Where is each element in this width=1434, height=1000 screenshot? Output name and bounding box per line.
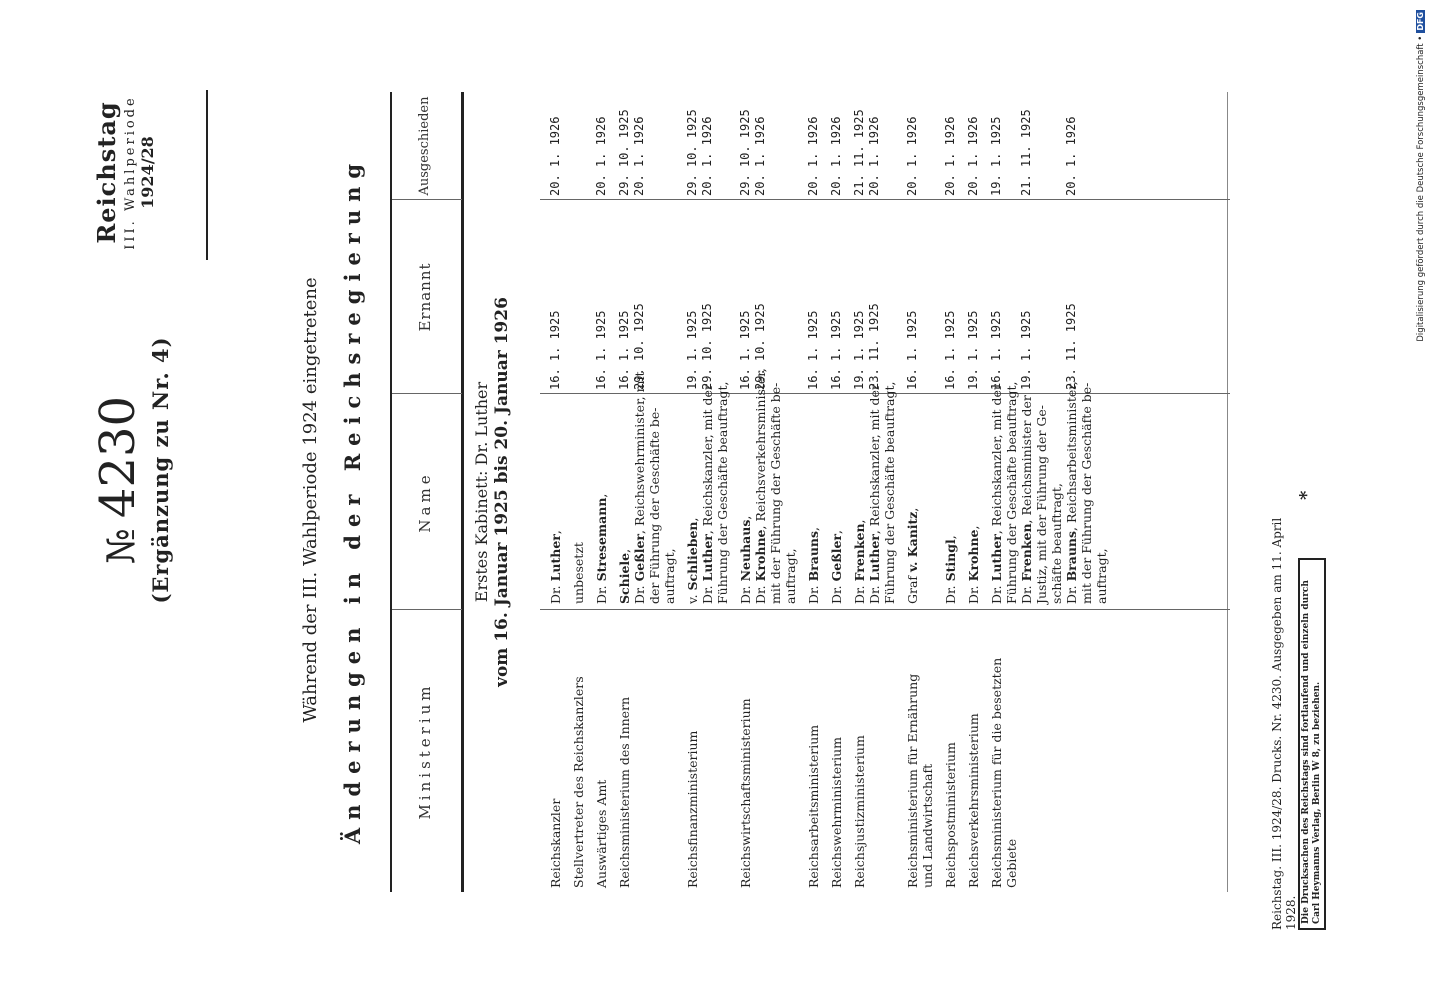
ausgeschieden-cell — [594, 92, 609, 196]
ausgeschieden-cell — [806, 92, 821, 196]
table-rule-header — [461, 92, 464, 892]
ausgeschieden-date — [1034, 92, 1049, 196]
ministerium-cell — [806, 618, 821, 888]
name-cell — [548, 394, 563, 604]
ausgeschieden-date — [1004, 92, 1019, 196]
ernannt-date: 23. 11. 1925 — [1064, 303, 1078, 390]
footer-note: Reichstag. III. 1924/28. Drucks. Nr. 4230. Ausgegeben am 11. April 1928. — [1270, 517, 1298, 930]
ministerium-cell — [685, 618, 700, 888]
name-line: Schiele, — [617, 548, 632, 604]
ausgeschieden-cell — [852, 92, 882, 196]
page-heading: Änderungen in der Reichsregierung — [340, 155, 365, 845]
name-cell — [685, 381, 730, 604]
ernannt-date: 16. 1. 1925 — [806, 310, 820, 390]
ministerium-line: Gebiete — [1004, 838, 1019, 888]
ausgeschieden-cell — [905, 92, 920, 196]
table-rule-top — [390, 92, 392, 892]
ausgeschieden-date: 20. 1. 1926 — [1064, 116, 1078, 196]
intro-text: Während der III. Wahlperiode 1924 eingetretene — [300, 277, 321, 723]
ministerium-cell — [617, 618, 632, 888]
name-line: v. Schlieben, — [685, 517, 700, 604]
ernannt-cell — [966, 200, 981, 390]
person-name: Geßler — [829, 534, 844, 582]
ausgeschieden-date: 20. 1. 1926 — [700, 116, 714, 196]
person-name: v. Kanitz — [905, 511, 920, 572]
ausgeschieden-date: 20. 1. 1926 — [867, 116, 881, 196]
name-line: Dr. Luther, Reichskanzler, mit der — [700, 384, 715, 604]
document-number — [88, 390, 148, 570]
name-cell — [852, 381, 897, 604]
publisher-note: Die Drucksachen des Reichstags sind fortlaufend und einzeln durch Carl Heymanns Verlag, Berlin W 8, zu beziehen. — [1298, 558, 1326, 930]
name-line: Führung der Geschäfte beauftragt, — [1004, 381, 1019, 604]
name-line: Führung der Geschäfte beauftragt, — [715, 381, 730, 604]
name-cell — [738, 368, 798, 604]
ernannt-cell — [905, 200, 920, 390]
ausgeschieden-date: 20. 1. 1926 — [829, 116, 843, 196]
number-symbol: № — [99, 528, 143, 565]
name-line: Dr. Frenken, Reichsminister der — [1019, 395, 1034, 604]
name-cell — [571, 394, 586, 604]
ernannt-date: 19. 1. 1925 — [852, 310, 866, 390]
ausgeschieden-date: 19. 1. 1925 — [989, 116, 1003, 196]
ministerium-cell — [943, 618, 958, 888]
ausgeschieden-date — [1049, 92, 1064, 196]
ernannt-date: 16. 1. 1925 — [943, 310, 957, 390]
ernannt-cell — [943, 200, 958, 390]
ausgeschieden-date: 20. 1. 1926 — [905, 116, 919, 196]
ausgeschieden-date: 20. 1. 1926 — [753, 116, 767, 196]
wahlperiode: III. Wahlperiode — [123, 95, 138, 250]
ernannt-cell — [989, 200, 1079, 390]
ministerium-line: Reichsfinanzministerium — [685, 730, 700, 888]
ministerium-line: Reichswirtschaftsministerium — [738, 698, 753, 888]
ausgeschieden-date: 20. 1. 1926 — [966, 116, 980, 196]
ernannt-date — [1049, 200, 1064, 390]
person-name: Brauns — [806, 530, 821, 582]
dfg-credit-text: Digitalisierung gefördert durch die Deutsche Forschungsgemeinschaft • — [1416, 35, 1426, 342]
person-name: Luther — [989, 534, 1004, 582]
person-name: Frenken — [1019, 523, 1034, 582]
ernannt-date: 19. 1. 1925 — [1019, 310, 1033, 390]
ernannt-cell — [685, 200, 715, 390]
column-header-name: Name — [416, 471, 434, 533]
ministerium-line: Auswärtiges Amt — [594, 779, 609, 888]
ministerium-cell — [548, 618, 563, 888]
name-line: Dr. Krohne, — [966, 525, 981, 604]
name-line: Graf v. Kanitz, — [905, 507, 920, 604]
dfg-logo: DFG — [1416, 12, 1425, 31]
ministerium-line: Reichskanzler — [548, 798, 563, 888]
name-cell — [943, 394, 958, 604]
name-line: auftragt, — [662, 548, 677, 604]
column-header-ernannt: Ernannt — [416, 262, 434, 332]
person-name: Brauns — [1064, 530, 1079, 582]
ministerium-cell — [571, 618, 586, 888]
number-value: 4230 — [90, 395, 146, 519]
name-line: Dr. Stresemann, — [594, 493, 609, 604]
name-line: Dr. Krohne, Reichsverkehrsminister, — [753, 368, 768, 604]
name-line: auftragt, — [783, 548, 798, 604]
name-line: Dr. Luther, Reichskanzler, mit der — [867, 384, 882, 604]
name-cell — [829, 394, 844, 604]
ernannt-date: 16. 1. 1925 — [905, 310, 919, 390]
ministerium-line: Reichsjustizministerium — [852, 735, 867, 888]
name-line: schäfte beauftragt, — [1049, 483, 1064, 604]
name-cell — [617, 371, 677, 604]
ernannt-date: 16. 1. 1925 — [989, 310, 1003, 390]
person-name: Luther — [548, 534, 563, 582]
ernannt-cell — [852, 200, 882, 390]
ausgeschieden-cell — [943, 92, 958, 196]
ministerium-line: Stellvertreter des Reichskanzlers — [571, 676, 586, 888]
name-cell — [594, 394, 609, 604]
ministerium-line: Reichswehrministerium — [829, 736, 844, 888]
column-divider — [540, 609, 1230, 610]
ausgeschieden-date: 20. 1. 1926 — [806, 116, 820, 196]
name-line: unbesetzt — [571, 542, 586, 604]
ausgeschieden-cell — [829, 92, 844, 196]
person-name: Schlieben — [685, 521, 700, 591]
reichstag-underline — [206, 90, 208, 260]
name-line: mit der Führung der Geschäfte be- — [768, 382, 783, 604]
name-cell — [989, 381, 1109, 604]
ministerium-cell — [989, 618, 1019, 888]
ausgeschieden-date: 21. 11. 1925 — [852, 109, 866, 196]
supplement-note: (Ergänzung zu Nr. 4) — [148, 336, 173, 604]
name-line: auftragt, — [1094, 548, 1109, 604]
reichstag-title: Reichstag — [92, 101, 121, 244]
ausgeschieden-date: 29. 10. 1925 — [738, 109, 752, 196]
period-years: 1924/28 — [138, 136, 157, 209]
ernannt-date: 16. 1. 1925 — [594, 310, 608, 390]
name-line: Dr. Brauns, — [806, 526, 821, 604]
ernannt-cell — [806, 200, 821, 390]
person-name: Stresemann — [594, 497, 609, 582]
ernannt-date — [1004, 200, 1019, 390]
ernannt-date: 16. 1. 1925 — [738, 310, 752, 390]
ernannt-cell — [594, 200, 609, 390]
person-name: Krohne — [753, 529, 768, 582]
ministerium-line: Reichspostministerium — [943, 742, 958, 888]
name-line: Dr. Frenken, — [852, 519, 867, 604]
ernannt-date: 16. 1. 1925 — [829, 310, 843, 390]
ernannt-cell — [738, 200, 768, 390]
name-line: der Führung der Geschäfte be- — [647, 407, 662, 604]
ausgeschieden-date: 20. 1. 1926 — [632, 116, 646, 196]
ausgeschieden-cell — [685, 92, 715, 196]
ministerium-line: und Landwirtschaft — [920, 763, 935, 888]
reichstag-box — [92, 85, 157, 260]
person-name: Luther — [700, 534, 715, 582]
person-name: Stingl — [943, 539, 958, 582]
ministerium-line: Reichsministerium für die besetzten — [989, 657, 1004, 888]
person-name: Schiele — [617, 552, 632, 604]
name-cell — [905, 394, 920, 604]
table-rule-bottom — [1227, 92, 1228, 892]
ausgeschieden-cell — [966, 92, 981, 196]
ministerium-cell — [829, 618, 844, 888]
ausgeschieden-date: 29. 10. 1925 — [685, 109, 699, 196]
name-line: Führung der Geschäfte beauftragt, — [882, 381, 897, 604]
name-line: Dr. Stingl, — [943, 535, 958, 604]
dfg-credit — [1416, 0, 1426, 1000]
ministerium-line: Reichsministerium für Ernährung — [905, 673, 920, 888]
person-name: Geßler — [632, 534, 647, 582]
name-cell — [806, 394, 821, 604]
star-mark: * — [1296, 490, 1317, 500]
ministerium-line: Reichsministerium des Innern — [617, 696, 632, 888]
ernannt-date: 16. 1. 1925 — [617, 310, 631, 390]
ausgeschieden-date: 20. 1. 1926 — [548, 116, 562, 196]
ernannt-cell — [548, 200, 563, 390]
person-name: Frenken — [852, 523, 867, 582]
name-line: Dr. Geßler, Reichswehrminister, mit — [632, 371, 647, 604]
ernannt-date: 19. 1. 1925 — [966, 310, 980, 390]
ministerium-cell — [594, 618, 609, 888]
ausgeschieden-date: 21. 11. 1925 — [1019, 109, 1033, 196]
person-name: Neuhaus — [738, 519, 753, 582]
ministerium-cell — [738, 618, 753, 888]
name-line: Dr. Geßler, — [829, 530, 844, 604]
name-line: mit der Führung der Geschäfte be- — [1079, 382, 1094, 604]
ministerium-line: Reichsverkehrsministerium — [966, 713, 981, 888]
ausgeschieden-date: 20. 1. 1926 — [943, 116, 957, 196]
ernannt-date: 29. 10. 1925 — [753, 303, 767, 390]
ernannt-cell — [617, 200, 647, 390]
column-header-ministerium: Ministerium — [416, 682, 434, 820]
ministerium-cell — [905, 618, 935, 888]
ernannt-date: 23. 11. 1925 — [867, 303, 881, 390]
cabinet-range: vom 16. Januar 1925 bis 20. Januar 1926 — [492, 297, 512, 687]
ernannt-date: 19. 1. 1925 — [685, 310, 699, 390]
ernannt-date — [1034, 200, 1049, 390]
person-name: Luther — [867, 534, 882, 582]
ernannt-date: 29. 10. 1925 — [700, 303, 714, 390]
name-line: Dr. Luther, — [548, 530, 563, 604]
name-cell — [966, 394, 981, 604]
ministerium-cell — [966, 618, 981, 888]
ausgeschieden-date: 20. 1. 1926 — [594, 116, 608, 196]
ausgeschieden-cell — [617, 92, 647, 196]
ernannt-date: 29. 10. 1925 — [632, 303, 646, 390]
ernannt-cell — [829, 200, 844, 390]
ministerium-line: Reichsarbeitsministerium — [806, 724, 821, 888]
ausgeschieden-date: 29. 10. 1925 — [617, 109, 631, 196]
ausgeschieden-cell — [989, 92, 1079, 196]
ernannt-date: 16. 1. 1925 — [548, 310, 562, 390]
ministerium-cell — [852, 618, 867, 888]
ausgeschieden-cell — [738, 92, 768, 196]
column-header-ausgeschieden: Ausgeschieden — [417, 96, 432, 196]
name-line: Dr. Neuhaus, — [738, 515, 753, 604]
name-line: Dr. Brauns, Reichsarbeitsminister, — [1064, 381, 1079, 604]
person-name: Krohne — [966, 529, 981, 582]
cabinet-title: Erstes Kabinett: Dr. Luther — [472, 381, 491, 603]
name-line: Justiz, mit der Führung der Ge- — [1034, 404, 1049, 604]
name-line: Dr. Luther, Reichskanzler, mit der — [989, 384, 1004, 604]
ausgeschieden-cell — [548, 92, 563, 196]
